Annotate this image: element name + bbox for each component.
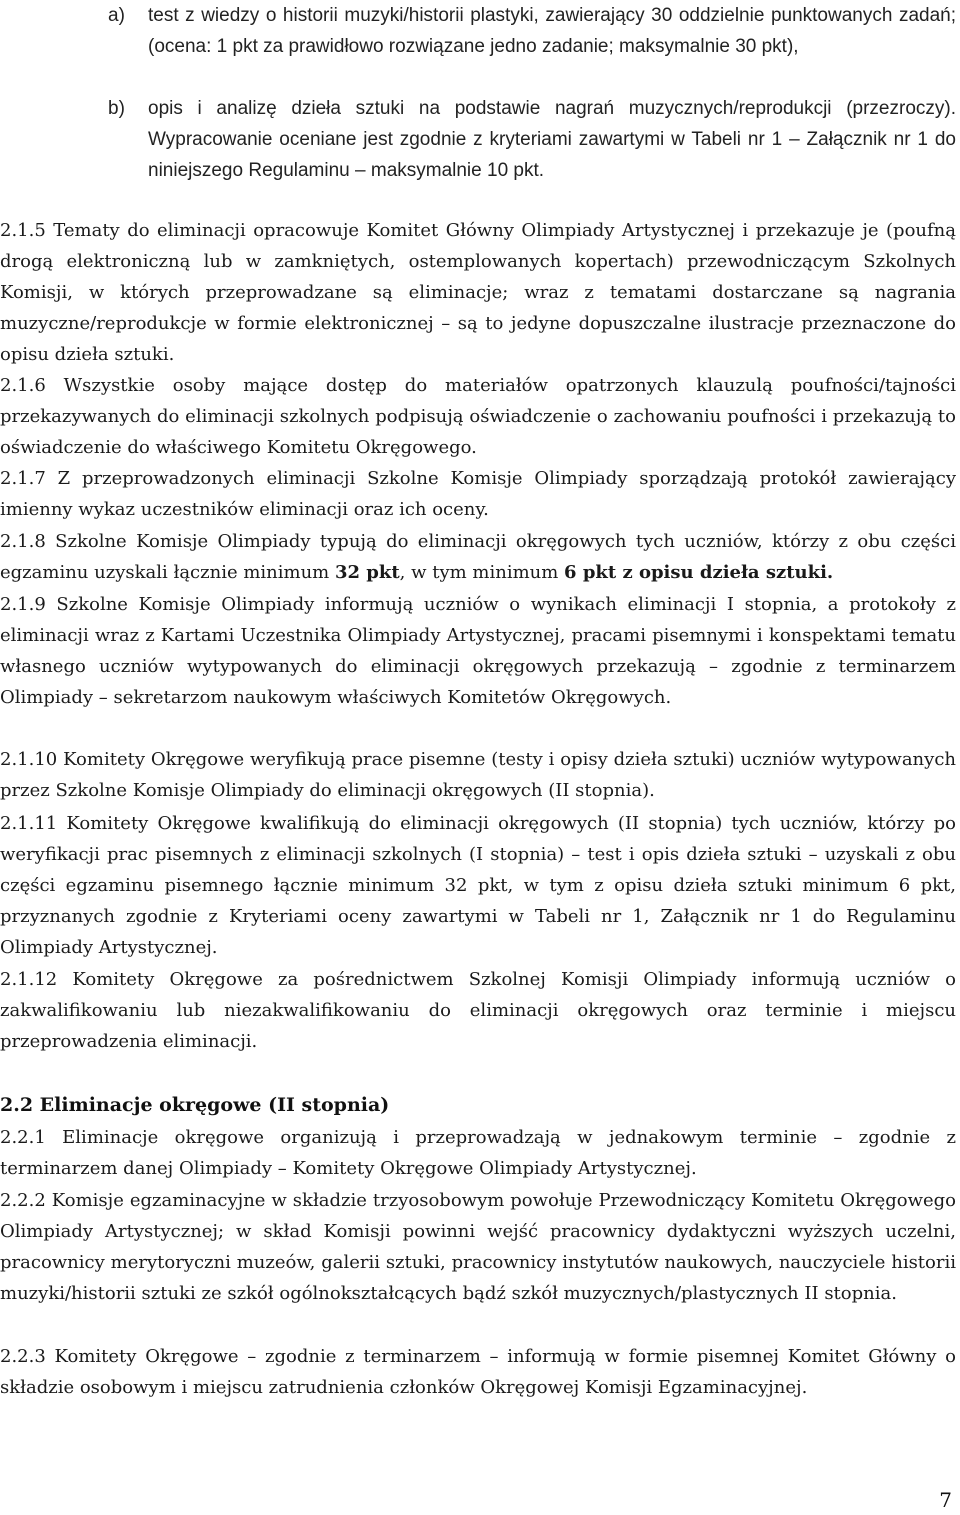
- paragraph-2-1-12: 2.1.12 Komitety Okręgowe za pośrednictwem Szkolnej Komisji Olimpiady informują uczniów o zakwalifikowaniu lub niezakwalifikowaniu do eliminacji okręgowych oraz terminie i miejscu przeprowadzenia eliminacji.: [0, 969, 956, 1052]
- paragraph-2-2-2: 2.2.2 Komisje egzaminacyjne w składzie trzyosobowym powołuje Przewodniczący Komitetu Okręgowego Olimpiady Artystycznej; w skład Komisji powinni wejść pracownicy dydaktyczni wyższych uczelni, pracownicy merytoryczni muzeów, galerii sztuki, pracownicy instytutów naukowych, nauczyciele historii muzyki/historii sztuki ze szkół ogólnokształcących bądź szkół muzycznych/plastycznych II stopnia.: [0, 1190, 956, 1304]
- paragraph-2-2-1: 2.2.1 Eliminacje okręgowe organizują i przeprowadzają w jednakowym terminie – zgodnie z terminarzem danej Olimpiady – Komitety Okręgowe Olimpiady Artystycznej.: [0, 1127, 956, 1179]
- list-item-text: test z wiedzy o historii muzyki/historii plastyki, zawierający 30 oddzielnie punktowanych zadań; (ocena: 1 pkt za prawidłowo rozwiązane jedno zadanie; maksymalnie 30 pkt),: [148, 5, 956, 57]
- paragraph-text: 2.1.8 Szkolne Komisje Olimpiady typują do eliminacji okręgowych tych uczniów, którzy z obu części egzaminu uzyskali łącznie minimum: [0, 531, 956, 583]
- paragraph-2-1-9: 2.1.9 Szkolne Komisje Olimpiady informują uczniów o wynikach eliminacji I stopnia, a protokoły z eliminacji wraz z Kartami Uczestnika Olimpiady Artystycznej, pracami pisemnymi i konspektami tematu własnego uczniów wytypowanych do eliminacji okręgowych przekazują – zgodnie z terminarzem Olimpiady – sekretarzom naukowym właściwych Komitetów Okręgowych.: [0, 594, 956, 708]
- paragraph-2-1-10: 2.1.10 Komitety Okręgowe weryfikują prace pisemne (testy i opisy dzieła sztuki) uczniów wytypowanych przez Szkolne Komisje Olimpiady do eliminacji okręgowych (II stopnia).: [0, 749, 956, 801]
- list-item-a: [108, 0, 956, 62]
- section-heading-2-2: 2.2 Eliminacje okręgowe (II stopnia): [0, 1094, 390, 1116]
- page-number: 7: [939, 1488, 952, 1512]
- paragraph-text: , w tym minimum: [399, 562, 565, 583]
- paragraph-2-1-6: 2.1.6 Wszystkie osoby mające dostęp do materiałów opatrzonych klauzulą poufności/tajności przekazywanych do eliminacji szkolnych podpisują oświadczenie o zachowaniu poufności i przekazują to oświadczenie do właściwego Komitetu Okręgowego.: [0, 375, 956, 458]
- list-item-b: [108, 93, 956, 186]
- paragraph-2-1-5: 2.1.5 Tematy do eliminacji opracowuje Komitet Główny Olimpiady Artystycznej i przekazuje je (poufną drogą elektroniczną lub w zamkniętych, ostemplowanych kopertach) przewodniczącym Szkolnych Komisji, w których przeprowadzane są eliminacje; wraz z tematami dostarczane są nagrania muzyczne/reprodukcje w formie elektronicznej – są to jedyne dopuszczalne ilustracje przeznaczone do opisu dzieła sztuki.: [0, 220, 956, 365]
- list-marker: b): [108, 98, 125, 119]
- list-item-text: opis i analizę dzieła sztuki na podstawie nagrań muzycznych/reprodukcji (przezroczy). Wypracowanie oceniane jest zgodnie z kryteriami zawartymi w Tabeli nr 1 – Załącznik nr 1 do niniejszego Regulaminu – maksymalnie 10 pkt.: [148, 98, 956, 181]
- paragraph-2-1-8: [0, 526, 956, 588]
- emphasis-points-total: 32 pkt: [334, 562, 400, 583]
- list-marker: a): [108, 5, 125, 26]
- emphasis-points-description: 6 pkt z opisu dzieła sztuki.: [564, 562, 834, 583]
- paragraph-2-1-11: 2.1.11 Komitety Okręgowe kwalifikują do eliminacji okręgowych (II stopnia) tych uczniów, którzy po weryfikacji prac pisemnych z eliminacji szkolnych (I stopnia) – test i opis dzieła sztuki – uzyskali z obu części egzaminu pisemnego łącznie minimum 32 pkt, w tym z opisu dzieła sztuki minimum 6 pkt, przyznanych zgodnie z Kryteriami oceny zawartymi w Tabeli nr 1, Załącznik nr 1 do Regulaminu Olimpiady Artystycznej.: [0, 813, 956, 958]
- paragraph-2-2-3: 2.2.3 Komitety Okręgowe – zgodnie z terminarzem – informują w formie pisemnej Komitet Główny o składzie osobowym i miejscu zatrudnienia członków Okręgowej Komisji Egzaminacyjnej.: [0, 1346, 956, 1398]
- paragraph-2-1-7: 2.1.7 Z przeprowadzonych eliminacji Szkolne Komisje Olimpiady sporządzają protokół zawierający imienny wykaz uczestników eliminacji oraz ich oceny.: [0, 468, 956, 520]
